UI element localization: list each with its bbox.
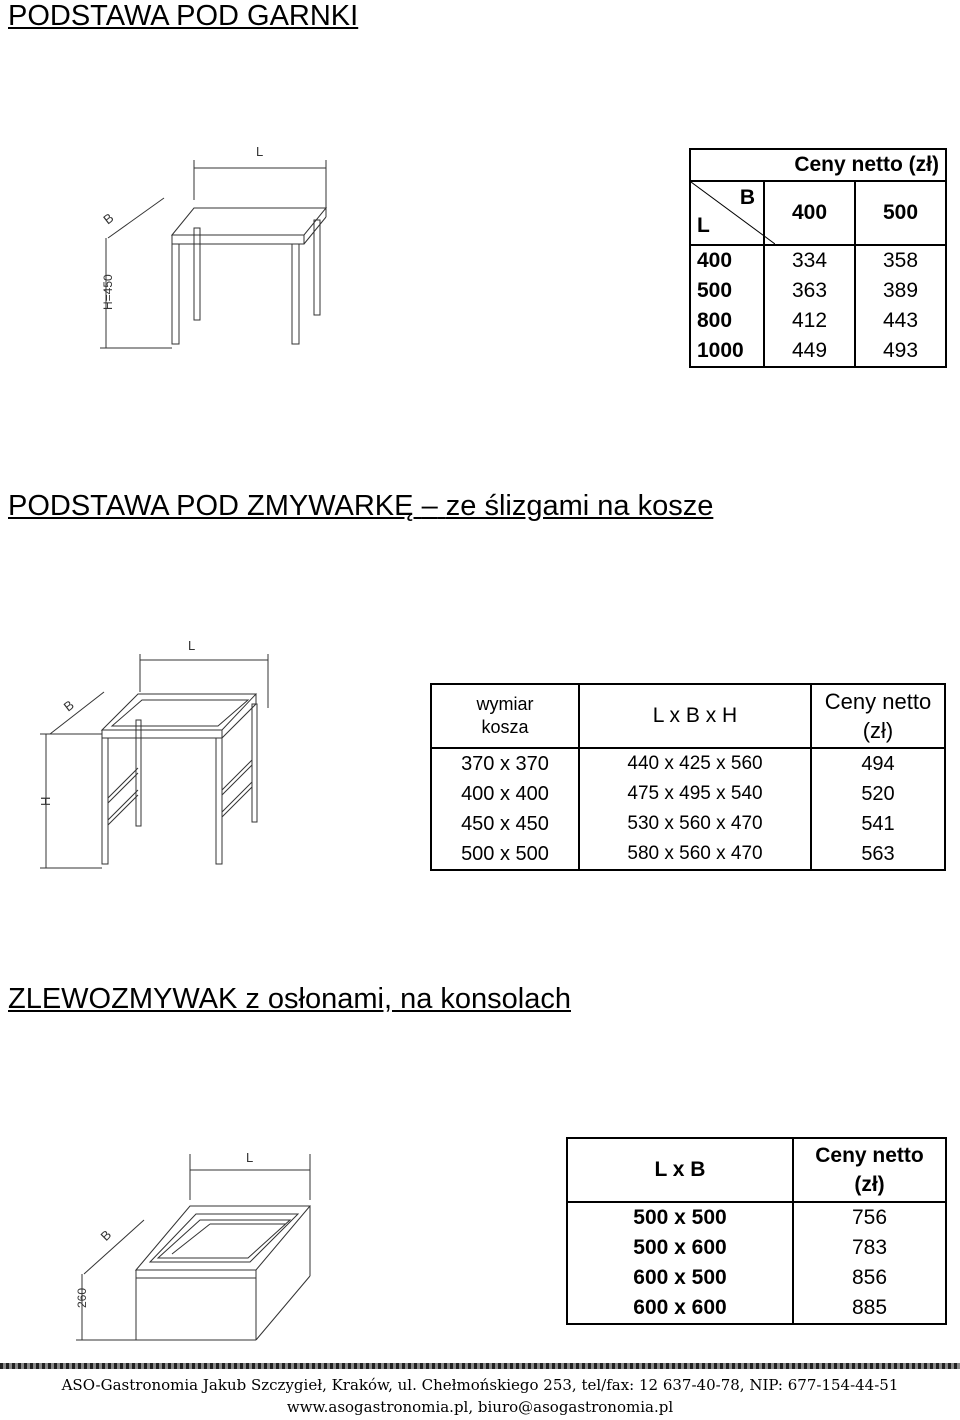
cell-kosz: 400 x 400 (431, 779, 579, 809)
cell-price: 856 (851, 1266, 888, 1289)
table-stand-drawing (80, 140, 340, 360)
dim-label-b: B (60, 697, 77, 715)
table-row (567, 1293, 946, 1324)
cell-price: 783 (851, 1236, 888, 1259)
header-wymiar-kosza (431, 684, 579, 748)
col-header-400: 400 (764, 181, 855, 245)
cell-price: 494 (861, 752, 895, 775)
table-row (431, 839, 945, 870)
dim-label-l: L (246, 1150, 254, 1165)
price-table-zmywarka (430, 683, 946, 871)
table-row (567, 1202, 946, 1233)
dim-label-l: L (256, 144, 264, 159)
cell-dim: 500 x 500 (567, 1202, 793, 1233)
header-kosza: kosza (481, 717, 529, 737)
header-zl: (zł) (854, 1173, 885, 1196)
dim-label-b: B (97, 1227, 115, 1244)
corner-b: B (739, 186, 755, 209)
table-row (567, 1263, 946, 1293)
row-l: 1000 (690, 336, 764, 367)
price-cell: 449 (764, 336, 855, 367)
corner-cell (690, 181, 764, 245)
price-cell: 389 (882, 279, 919, 302)
footer-contact: www.asogastronomia.pl, biuro@asogastronomia.pl (286, 1398, 674, 1416)
row-l: 500 (690, 276, 764, 306)
footer-divider (0, 1363, 960, 1369)
cell-dim: 530 x 560 x 470 (579, 809, 811, 839)
section-title-podstawa-pod-garnki: PODSTAWA POD GARNKI (8, 0, 359, 32)
cell-dim: 600 x 600 (567, 1293, 793, 1324)
dishwasher-stand-drawing (30, 630, 290, 880)
price-cell: 334 (764, 245, 855, 276)
price-header: Ceny netto (zł) (690, 149, 946, 181)
cell-price: 756 (851, 1206, 888, 1229)
price-cell: 363 (764, 276, 855, 306)
table-row (690, 245, 946, 276)
dim-label-b: B (100, 210, 117, 228)
sink-drawing (60, 1140, 330, 1350)
title-dash: – (421, 490, 438, 522)
price-cell: 358 (882, 249, 919, 272)
dim-label-h: 260 (75, 1287, 89, 1308)
table-row (567, 1233, 946, 1263)
table-row (431, 809, 945, 839)
cell-dim: 440 x 425 x 560 (579, 748, 811, 779)
section-title-podstawa-pod-zmywarke (8, 490, 713, 523)
header-ceny: Ceny netto (815, 1144, 924, 1167)
header-ceny: Ceny netto (824, 689, 932, 714)
dim-label-l: L (188, 638, 196, 653)
header-wymiar: wymiar (476, 694, 534, 714)
cell-price: 520 (861, 782, 895, 805)
cell-kosz: 370 x 370 (431, 748, 579, 779)
header-lxbxh: L x B x H (579, 684, 811, 748)
price-table-garnki (689, 148, 947, 368)
cell-price: 885 (851, 1296, 888, 1319)
row-l: 800 (690, 306, 764, 336)
table-row (431, 779, 945, 809)
title-subtitle: ze ślizgami na kosze (445, 490, 714, 522)
corner-l: L (697, 214, 710, 237)
footer-address: ASO-Gastronomia Jakub Szczygieł, Kraków, ul. Chełmońskiego 253, tel/fax: 12 637-40-78, NIP: 677-154-44-51 (61, 1376, 899, 1394)
table-row (690, 336, 946, 367)
dim-label-h: H (38, 796, 53, 806)
price-table-zlewozmywak (566, 1137, 947, 1325)
header-ceny-netto (793, 1138, 946, 1202)
cell-dim: 580 x 560 x 470 (579, 839, 811, 870)
header-zl: (zł) (862, 718, 894, 743)
col-header-500: 500 (882, 201, 919, 224)
row-l: 400 (690, 245, 764, 276)
price-cell: 493 (882, 339, 919, 362)
cell-dim: 500 x 600 (567, 1233, 793, 1263)
cell-dim: 475 x 495 x 540 (579, 779, 811, 809)
table-row (690, 306, 946, 336)
dim-label-h: H=450 (101, 274, 115, 310)
cell-dim: 600 x 500 (567, 1263, 793, 1293)
header-lxb: L x B (567, 1138, 793, 1202)
cell-kosz: 450 x 450 (431, 809, 579, 839)
title-main: PODSTAWA POD ZMYWARKĘ (8, 490, 414, 522)
price-cell: 412 (764, 306, 855, 336)
table-row (431, 748, 945, 779)
cell-price: 541 (861, 812, 895, 835)
price-cell: 443 (882, 309, 919, 332)
cell-price: 563 (861, 842, 895, 865)
cell-kosz: 500 x 500 (431, 839, 579, 870)
section-title-zlewozmywak: ZLEWOZMYWAK z osłonami, na konsolach (8, 983, 571, 1015)
header-ceny-netto (811, 684, 945, 748)
table-row (690, 276, 946, 306)
